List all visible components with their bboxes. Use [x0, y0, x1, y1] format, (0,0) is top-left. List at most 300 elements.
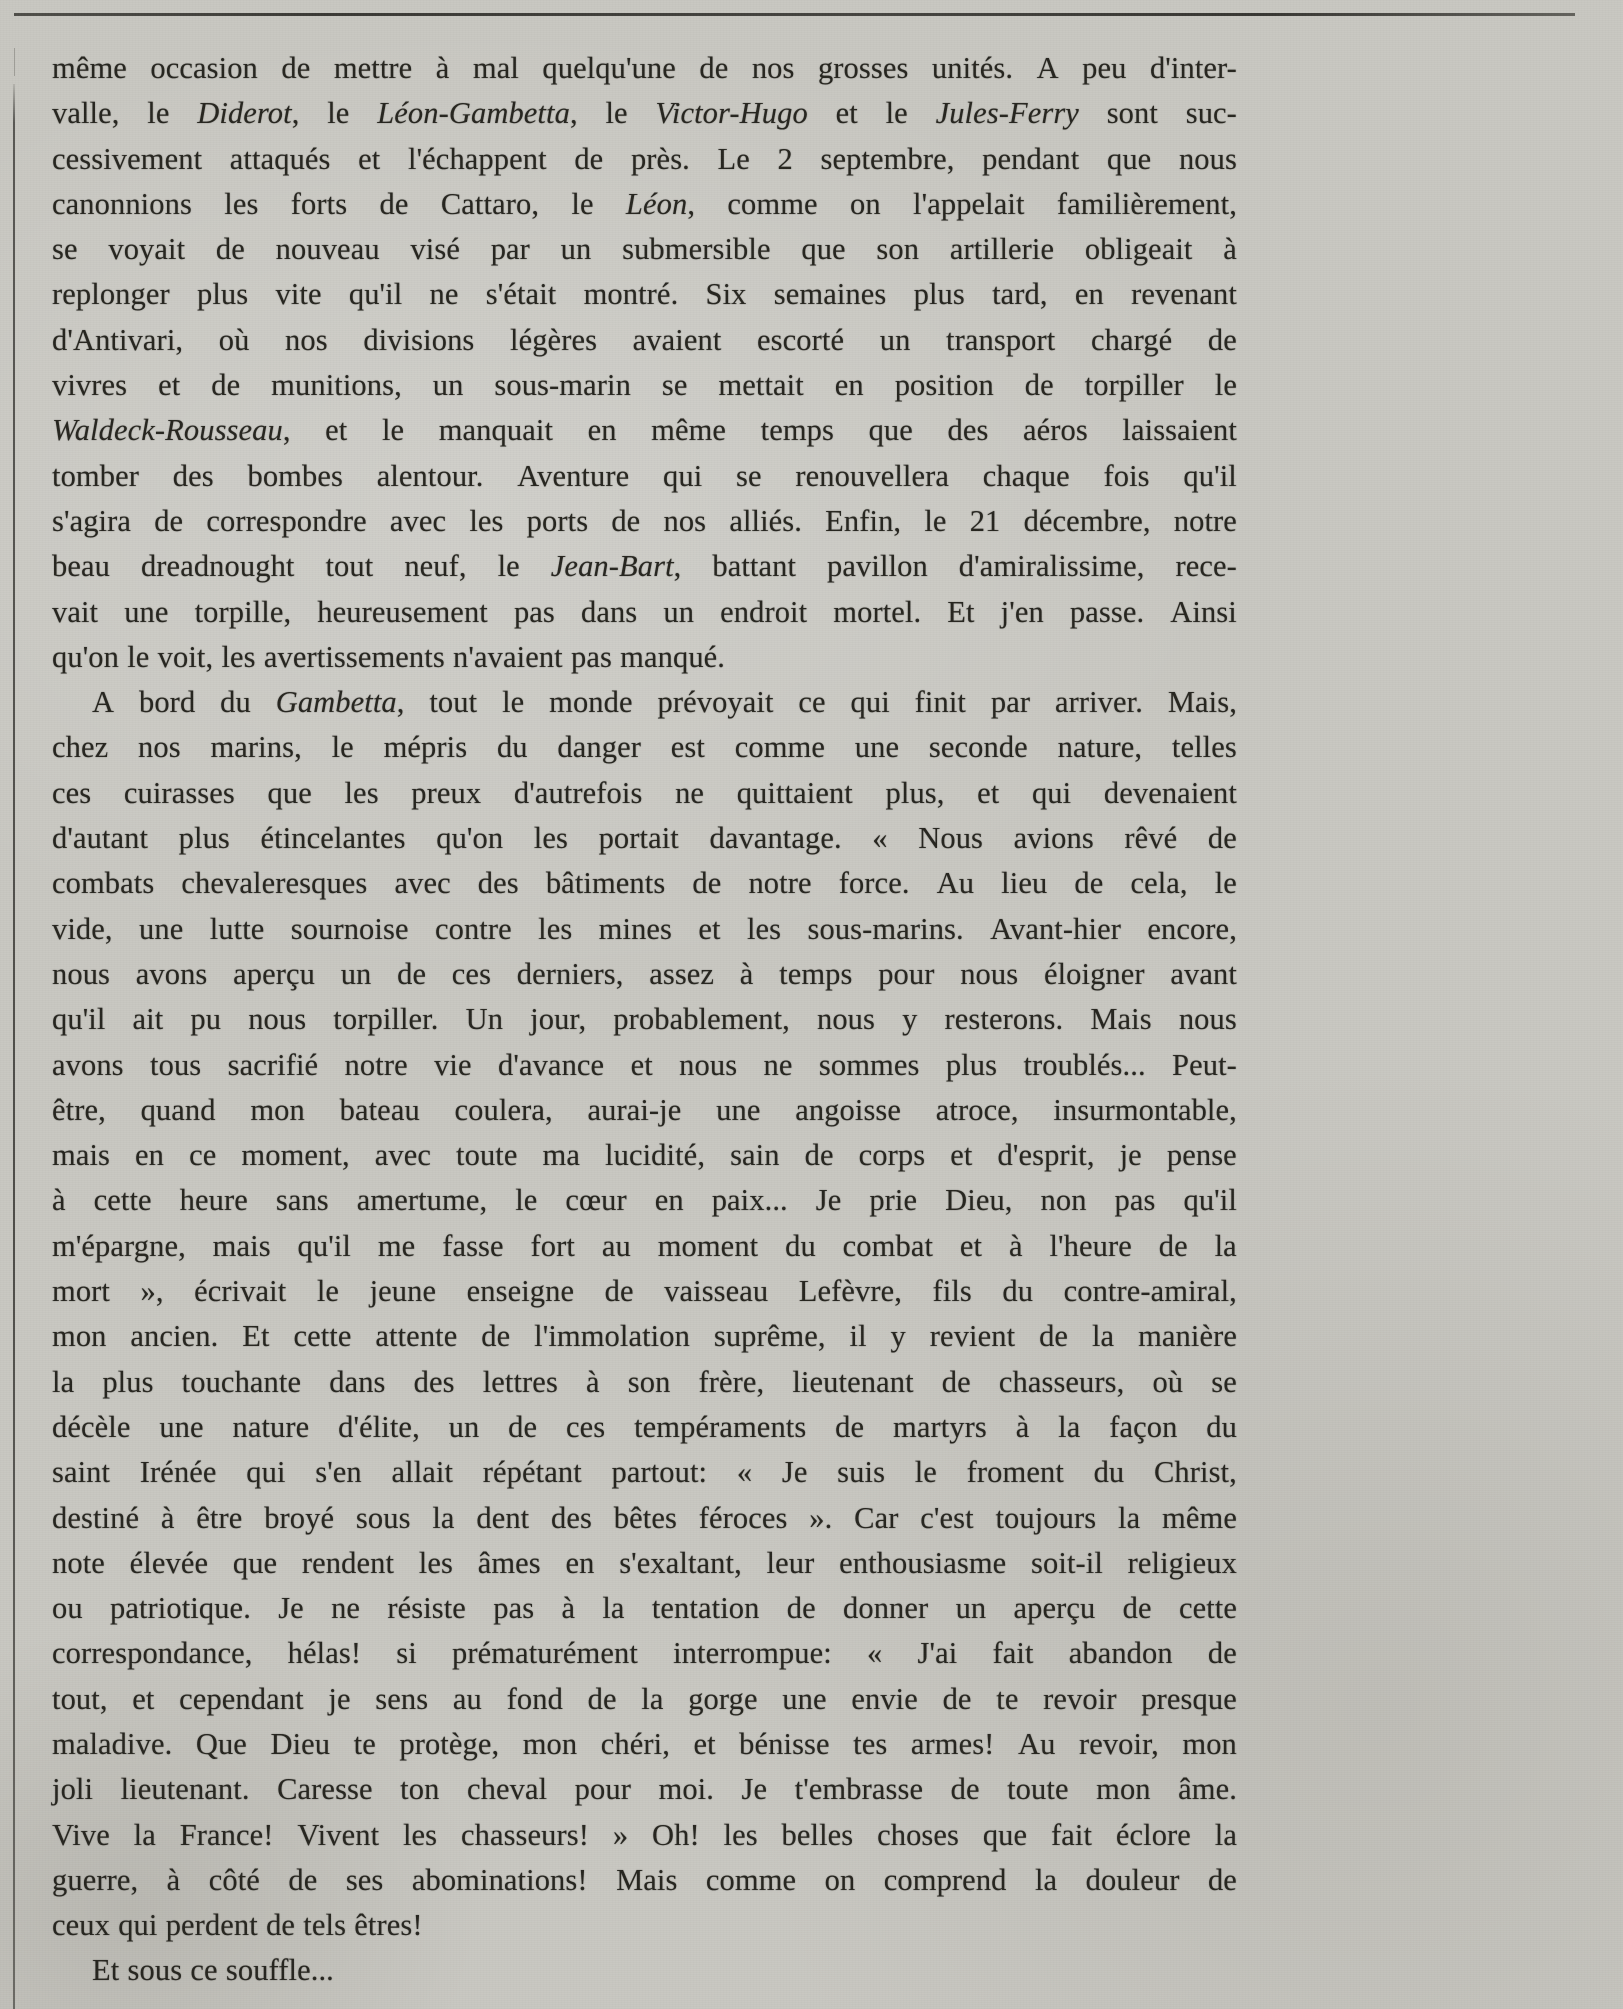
word: maladive. — [52, 1726, 173, 1761]
word: obligeait — [1084, 232, 1193, 267]
word: comme — [705, 1862, 797, 1897]
word: de — [481, 1319, 511, 1354]
word: tomber — [52, 458, 139, 493]
word: Mais, — [1167, 685, 1237, 720]
word: endroit — [720, 594, 808, 629]
word: ton — [400, 1772, 440, 1807]
word: même — [651, 413, 727, 448]
word: semaines — [773, 277, 887, 312]
word: pas — [493, 1591, 535, 1626]
word: y — [890, 1319, 906, 1354]
word: de — [397, 956, 427, 991]
word: protège, — [399, 1726, 500, 1761]
italic-run: Léon — [625, 186, 688, 221]
word: tard, — [992, 277, 1048, 312]
word: ait — [132, 1002, 164, 1037]
word: et — [325, 413, 348, 448]
word: de — [587, 1681, 617, 1716]
word: fort — [530, 1228, 575, 1263]
word: plus — [178, 821, 230, 856]
word: sous — [355, 1500, 411, 1535]
word: le — [316, 1274, 340, 1309]
word: les — [402, 1817, 438, 1852]
word: répétant — [482, 1455, 582, 1490]
word: jeune — [369, 1274, 437, 1309]
word: paix... — [711, 1183, 788, 1218]
word: bord — [138, 685, 196, 720]
margin-rule-tick — [14, 48, 15, 76]
word: presque — [1141, 1681, 1237, 1716]
word: si — [396, 1636, 417, 1671]
word: de — [1207, 1862, 1237, 1897]
word: d'esprit, — [997, 1138, 1095, 1173]
word: comme — [734, 730, 826, 765]
word: sacrifié — [227, 1047, 319, 1082]
word: avons — [52, 1047, 124, 1082]
word: chasseurs, — [998, 1364, 1125, 1399]
word: bêtes — [613, 1500, 677, 1535]
word: fils — [932, 1274, 972, 1309]
text-line — [52, 137, 1237, 182]
word: de — [1074, 866, 1104, 901]
word: ou — [52, 1591, 83, 1626]
word: pense — [1166, 1138, 1237, 1173]
word: sous-marins. — [807, 911, 964, 946]
text-line — [52, 318, 1237, 363]
word: une — [854, 730, 900, 765]
word: saint — [52, 1455, 111, 1490]
word: telles — [1171, 730, 1237, 765]
word: unités. — [931, 51, 1014, 85]
word: à — [1223, 232, 1237, 267]
word: un — [340, 956, 372, 991]
word: chez — [52, 730, 109, 765]
word: que — [982, 1817, 1028, 1852]
word: « — [736, 1455, 753, 1490]
word: d'inter- — [1149, 51, 1237, 85]
word: le — [924, 503, 947, 538]
word: nature — [232, 1409, 310, 1444]
word: de — [211, 368, 241, 403]
word: nos — [663, 503, 707, 538]
word: finit — [914, 685, 967, 720]
word: cessivement — [52, 141, 203, 176]
word: moment, — [241, 1138, 350, 1173]
word: un — [879, 322, 911, 357]
word: te — [996, 1681, 1019, 1716]
word: attente — [375, 1319, 458, 1354]
word: Vivent — [297, 1817, 380, 1852]
word: des — [551, 1500, 593, 1535]
word: tes — [853, 1726, 888, 1761]
word: cette — [93, 1183, 152, 1218]
word: pavillon — [827, 549, 928, 584]
word: je — [328, 1681, 351, 1716]
word: le — [885, 96, 908, 131]
word: la — [1091, 1319, 1115, 1354]
word: plus — [102, 1364, 154, 1399]
word: la — [602, 1591, 625, 1626]
word: munitions, — [271, 368, 402, 403]
word: plus — [197, 277, 249, 312]
word: Un — [465, 1002, 504, 1037]
word: enthousiasme — [839, 1545, 1007, 1580]
word: pas — [1114, 1183, 1156, 1218]
word: abominations! — [411, 1862, 588, 1897]
paragraph — [52, 680, 1237, 1948]
word: fait — [1050, 1817, 1093, 1852]
word: monde — [549, 685, 633, 720]
word: avec — [394, 866, 451, 901]
word: Diderot, — [197, 96, 300, 131]
word: beau — [52, 549, 110, 584]
word: et — [835, 96, 858, 131]
word: en — [1074, 277, 1104, 312]
word: de — [950, 1772, 980, 1807]
word: atroce, — [935, 1092, 1019, 1127]
word: mais — [212, 1228, 271, 1263]
word: écrivait — [194, 1274, 287, 1309]
word: de — [574, 141, 604, 176]
word: un — [663, 594, 695, 629]
word: de — [215, 232, 245, 267]
word: nos — [138, 730, 181, 765]
word: armes! — [910, 1726, 995, 1761]
word: torpiller — [1084, 368, 1184, 403]
word: de — [835, 1409, 865, 1444]
word: à — [166, 1862, 181, 1897]
word: visé — [410, 232, 460, 267]
word: de — [1207, 821, 1237, 856]
word: cette — [293, 1319, 352, 1354]
word: que — [1106, 141, 1152, 176]
word: Peut- — [1172, 1047, 1237, 1082]
word: guerre, — [52, 1862, 139, 1897]
word: Cattaro, — [440, 186, 540, 221]
word: divisions — [363, 322, 475, 357]
word: seconde — [928, 730, 1028, 765]
text-line — [52, 1586, 1237, 1631]
word: moment — [657, 1228, 759, 1263]
word: que — [267, 775, 312, 810]
word: la — [1118, 1500, 1141, 1535]
word: chasseurs! — [460, 1817, 589, 1852]
word: suprême, — [713, 1319, 826, 1354]
word: nouveau — [275, 232, 380, 267]
word: de — [1122, 1591, 1152, 1626]
word: féroces — [698, 1500, 788, 1535]
word: dans — [580, 594, 638, 629]
word: resterons. — [944, 1002, 1064, 1037]
word: Léon, — [625, 186, 696, 221]
word: décembre, — [1023, 503, 1151, 538]
word: on — [850, 186, 881, 221]
top-horizontal-rule — [14, 13, 1575, 16]
word: abandon — [1068, 1636, 1173, 1671]
word: submersible — [622, 232, 771, 267]
word: le — [515, 1183, 538, 1218]
word: cela, — [1130, 866, 1188, 901]
word: mines — [598, 911, 673, 946]
italic-run: Jules-Ferry — [935, 96, 1079, 131]
word: le — [327, 96, 350, 131]
word: la — [1058, 1409, 1081, 1444]
word: lieutenant. — [120, 1772, 250, 1807]
word: occasion — [150, 51, 258, 85]
word: d'amiralissime, — [958, 549, 1145, 584]
word: temps — [760, 413, 834, 448]
word: en — [834, 368, 864, 403]
italic-run: Victor-Hugo — [655, 96, 808, 131]
word: tous — [150, 1047, 202, 1082]
word: s'était — [485, 277, 557, 312]
word: mépris — [383, 730, 468, 765]
word: froment — [966, 1455, 1064, 1490]
word: ne — [675, 775, 705, 810]
word: ses — [345, 1862, 384, 1897]
word: le — [1214, 368, 1237, 403]
word: d'autant — [52, 821, 149, 856]
word: Et — [242, 1319, 270, 1354]
word: j'en — [1000, 594, 1044, 629]
word: Dieu, — [945, 1183, 1013, 1218]
word: le — [502, 685, 525, 720]
word: à — [739, 956, 754, 991]
word: près. — [630, 141, 690, 176]
word: et — [959, 1228, 983, 1263]
word: un — [448, 1409, 480, 1444]
word: et — [977, 775, 1000, 810]
text-line — [52, 272, 1237, 317]
word: nous — [679, 1047, 738, 1082]
word: âme. — [1178, 1772, 1237, 1807]
word: se — [1211, 1364, 1237, 1399]
word: en — [135, 1138, 165, 1173]
word: dent — [476, 1500, 530, 1535]
text-line — [52, 1224, 1237, 1269]
word: revoir, — [1078, 1726, 1159, 1761]
word: son — [627, 1364, 671, 1399]
word: qu'il — [1183, 1183, 1237, 1218]
word: la — [133, 1817, 156, 1852]
word: de — [379, 186, 409, 221]
word: des — [413, 1364, 455, 1399]
word: avaient — [632, 322, 722, 357]
text-line — [52, 454, 1237, 499]
word: côté — [208, 1862, 260, 1897]
word: renouvellera — [795, 458, 950, 493]
word: à — [561, 1591, 576, 1626]
word: ». — [809, 1500, 833, 1535]
word: religieux — [1127, 1545, 1237, 1580]
word: en — [654, 1183, 684, 1218]
word: d'élite, — [338, 1409, 420, 1444]
word: nous — [52, 956, 111, 991]
left-margin-vertical-rule — [13, 84, 15, 2009]
word: et — [358, 141, 381, 176]
word: correspondre — [206, 503, 367, 538]
word: qui — [246, 1455, 286, 1490]
word: « — [872, 821, 888, 856]
word: soit-il — [1031, 1545, 1103, 1580]
word: qu'il — [52, 1002, 106, 1037]
word: allait — [391, 1455, 454, 1490]
word: avec — [374, 1138, 431, 1173]
word: des — [172, 458, 214, 493]
word: Je — [781, 1455, 808, 1490]
word: Vive — [52, 1817, 110, 1852]
word: par — [490, 232, 530, 267]
word: se — [52, 232, 78, 267]
word: la — [1214, 1228, 1237, 1263]
word: et — [132, 1681, 155, 1716]
word: ancien. — [130, 1319, 219, 1354]
word: se — [736, 458, 762, 493]
word: où — [1152, 1364, 1184, 1399]
word: mon — [250, 1092, 305, 1127]
word: peu — [1082, 51, 1127, 85]
word: familièrement, — [1056, 186, 1237, 221]
word: suc- — [1185, 96, 1237, 131]
word: et — [158, 368, 181, 403]
word: amertume, — [356, 1183, 488, 1218]
word: s'exaltant, — [619, 1545, 742, 1580]
word: hélas! — [287, 1636, 362, 1671]
text-line — [52, 46, 1237, 91]
word: de — [692, 866, 722, 901]
word: de — [1207, 1636, 1237, 1671]
word: mal — [472, 51, 519, 85]
word: cuirasses — [123, 775, 235, 810]
word: les — [723, 1817, 758, 1852]
word: notre — [344, 1047, 408, 1082]
word: ces — [565, 1409, 606, 1444]
text-line — [52, 1178, 1237, 1223]
word: nos — [285, 322, 328, 357]
word: Caresse — [277, 1772, 373, 1807]
word: les — [418, 1545, 453, 1580]
word: en — [587, 413, 617, 448]
text-line — [52, 1450, 1237, 1495]
word: l'heure — [1049, 1228, 1132, 1263]
word: belles — [781, 1817, 854, 1852]
word: probablement, — [613, 1002, 790, 1037]
word: du — [1002, 1274, 1034, 1309]
word: tout — [429, 685, 478, 720]
word: vivres — [52, 368, 128, 403]
word: Le — [717, 141, 750, 176]
word: alliés. — [729, 503, 803, 538]
word: éloigner — [1043, 956, 1145, 991]
italic-run: Waldeck-Rousseau — [52, 413, 283, 448]
word: à — [1015, 1409, 1030, 1444]
word: lieu — [1001, 866, 1048, 901]
word: en — [565, 1545, 595, 1580]
word: fois — [1103, 458, 1150, 493]
word: leur — [766, 1545, 815, 1580]
word: Enfin, — [825, 503, 902, 538]
word: bateau — [339, 1092, 420, 1127]
word: mon — [522, 1726, 578, 1761]
word: A — [1036, 51, 1059, 85]
word: et — [698, 911, 721, 946]
word: 21 — [969, 503, 1001, 538]
text-line — [52, 1722, 1237, 1767]
word: les — [538, 911, 573, 946]
word: Lefèvre, — [798, 1274, 902, 1309]
text-line — [52, 182, 1237, 227]
word: pas — [513, 594, 555, 629]
word: escorté — [757, 322, 845, 357]
word: nous — [960, 956, 1019, 991]
word: replonger — [52, 277, 170, 312]
word: à — [586, 1364, 600, 1399]
word: Jean-Bart, — [550, 549, 682, 584]
word: s'agira — [52, 503, 132, 538]
word: à — [160, 1500, 175, 1535]
word: suis — [837, 1455, 886, 1490]
word: ne — [763, 1047, 793, 1082]
word: troublés... — [1023, 1047, 1146, 1082]
word: Je — [815, 1183, 842, 1218]
word: battant — [712, 549, 797, 584]
word: enseigne — [466, 1274, 575, 1309]
word: Et — [947, 594, 975, 629]
text-line — [52, 91, 1237, 136]
word: forts — [290, 186, 348, 221]
word: le — [914, 1455, 937, 1490]
word: dans — [329, 1364, 386, 1399]
word: destiné — [52, 1500, 140, 1535]
word: les — [533, 821, 568, 856]
word: contre — [434, 911, 512, 946]
word: qu'il — [297, 1228, 351, 1263]
word: sans — [275, 1183, 329, 1218]
word: que — [868, 413, 913, 448]
word: prie — [869, 1183, 918, 1218]
word: bénisse — [739, 1726, 830, 1761]
word: choses — [877, 1817, 960, 1852]
word: que — [232, 1545, 278, 1580]
word: façon — [1109, 1409, 1178, 1444]
word: le — [571, 186, 594, 221]
word: toute — [1007, 1772, 1069, 1807]
word: tout — [325, 549, 374, 584]
word: la — [1034, 1862, 1058, 1897]
word: Irénée — [139, 1455, 217, 1490]
paragraph — [52, 46, 1237, 680]
word: le — [605, 96, 628, 131]
word: ces — [52, 775, 92, 810]
text-line — [52, 1133, 1237, 1178]
paragraph — [52, 1948, 1237, 1988]
word: un — [560, 232, 592, 267]
word: vie — [434, 1047, 472, 1082]
text-line — [52, 1677, 1237, 1722]
word: la — [641, 1681, 664, 1716]
word: vite — [275, 277, 322, 312]
word: même — [1162, 1500, 1237, 1535]
word: jour, — [530, 1002, 587, 1037]
word: avions — [1013, 821, 1094, 856]
word: broyé — [264, 1500, 335, 1535]
word: Que — [195, 1726, 247, 1761]
word: de — [1158, 1228, 1188, 1263]
word: les — [746, 911, 782, 946]
word: donner — [843, 1591, 929, 1626]
word: de — [1039, 1319, 1069, 1354]
word: s'en — [315, 1455, 362, 1490]
